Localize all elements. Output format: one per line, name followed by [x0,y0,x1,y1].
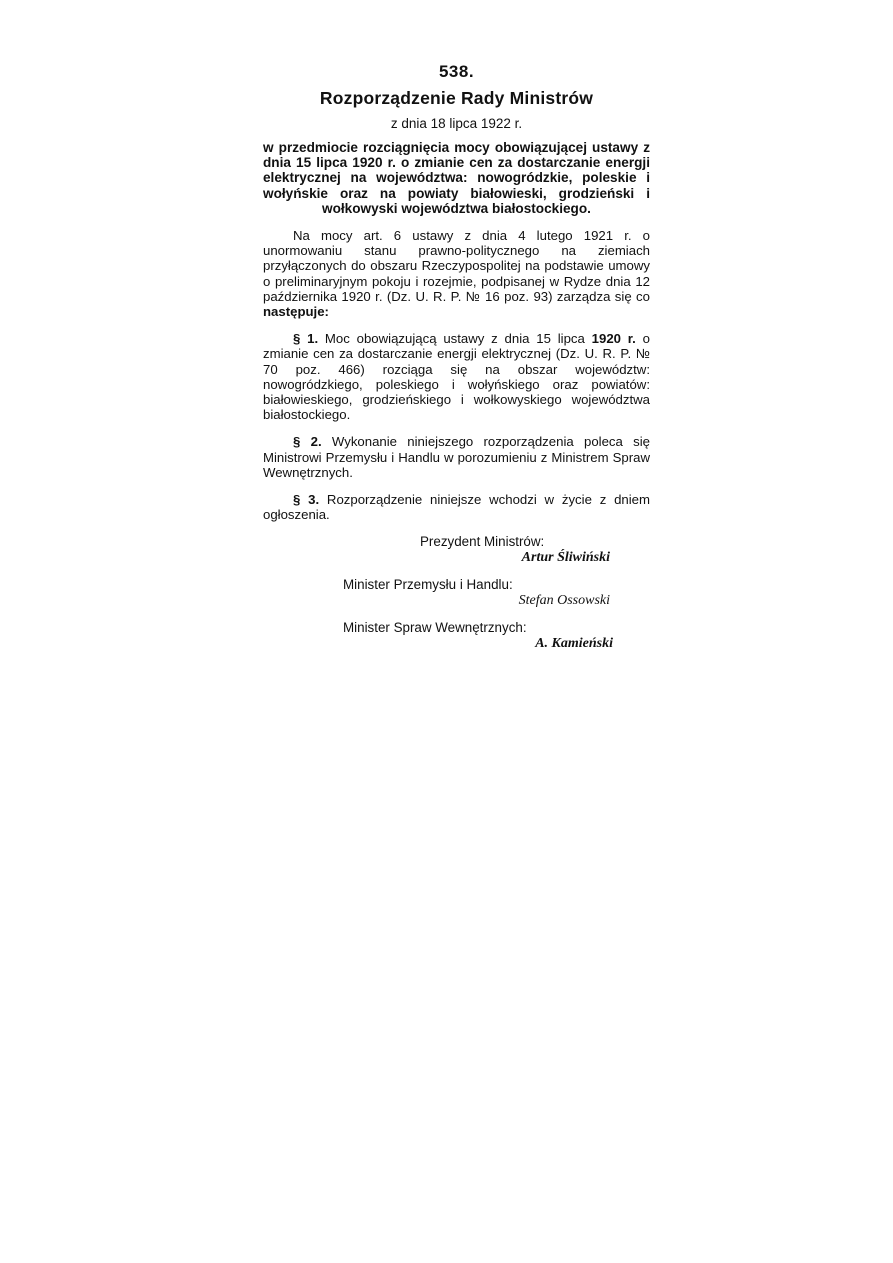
section-3-text: Rozporządzenie niniejsze wchodzi w życie z dniem ogłoszenia. [263,492,650,523]
section-1-text2: o zmianie cen za dostarczanie energji elektrycznej (Dz. U. R. P. № 70 poz. 466) rozciąga się na obszar województw: nowogródzkiego, poleskiego i wołyńskiego oraz powiatów: białowieskiego, grodzieńskiego i wołkowyskiego województwa białostockiego. [263,331,650,423]
section-2-text: Wykonanie niniejszego rozporządzenia poleca się Ministrowi Przemysłu i Handlu w porozumieniu z Ministrem Spraw Wewnętrznych. [263,434,650,480]
section-1-label: § 1. [293,331,319,347]
document-number: 538. [438,62,475,81]
document-title: Rozporządzenie Rady Ministrów [319,88,594,108]
signature-name: Artur Śliwiński [521,549,610,565]
preamble-end: następuje: [263,304,329,320]
document-page [263,62,650,663]
section-1 [263,331,650,422]
preamble-paragraph [263,228,650,319]
signature-industry-minister [263,577,650,608]
section-2-label: § 2. [293,434,322,450]
signature-role: Prezydent Ministrów: [420,534,545,550]
section-1-lead: 1920 r. [591,331,636,347]
signature-role: Minister Spraw Wewnętrznych: [343,620,527,636]
document-date: z dnia 18 lipca 1922 r. [390,116,523,131]
signature-name: Stefan Ossowski [518,592,610,608]
signature-name: A. Kamieński [535,635,613,651]
signature-prime-minister [263,534,650,565]
preamble-text: Na mocy art. 6 ustawy z dnia 4 lutego 1921 r. o unormowaniu stanu prawno-politycznego na ziemiach przyłączonych do obszaru Rzeczypospolitej na podstawie umowy o preliminaryjnym pokoju i rozejmie, podpisanej w Rydze dnia 12 października 1920 r. (Dz. U. R. P. № 16 poz. 93) zarządza się co [263,228,650,304]
section-2 [263,434,650,480]
signature-role: Minister Przemysłu i Handlu: [343,577,513,593]
section-1-text: Moc obowiązującą ustawy z dnia 15 lipca [324,331,585,347]
section-3-label: § 3. [293,492,320,508]
signature-block [263,534,650,651]
document-subject: w przedmiocie rozciągnięcia mocy obowiązującej ustawy z dnia 15 lipca 1920 r. o zmianie cen za dostarczanie energji elektrycznej na województwa: nowogródzkie, poleskie i wołyńskie oraz na powiaty białowieski, grodzieński i wołkowyski województwa białostockiego. [263,140,650,216]
section-3 [263,492,650,522]
signature-interior-minister [263,620,650,651]
